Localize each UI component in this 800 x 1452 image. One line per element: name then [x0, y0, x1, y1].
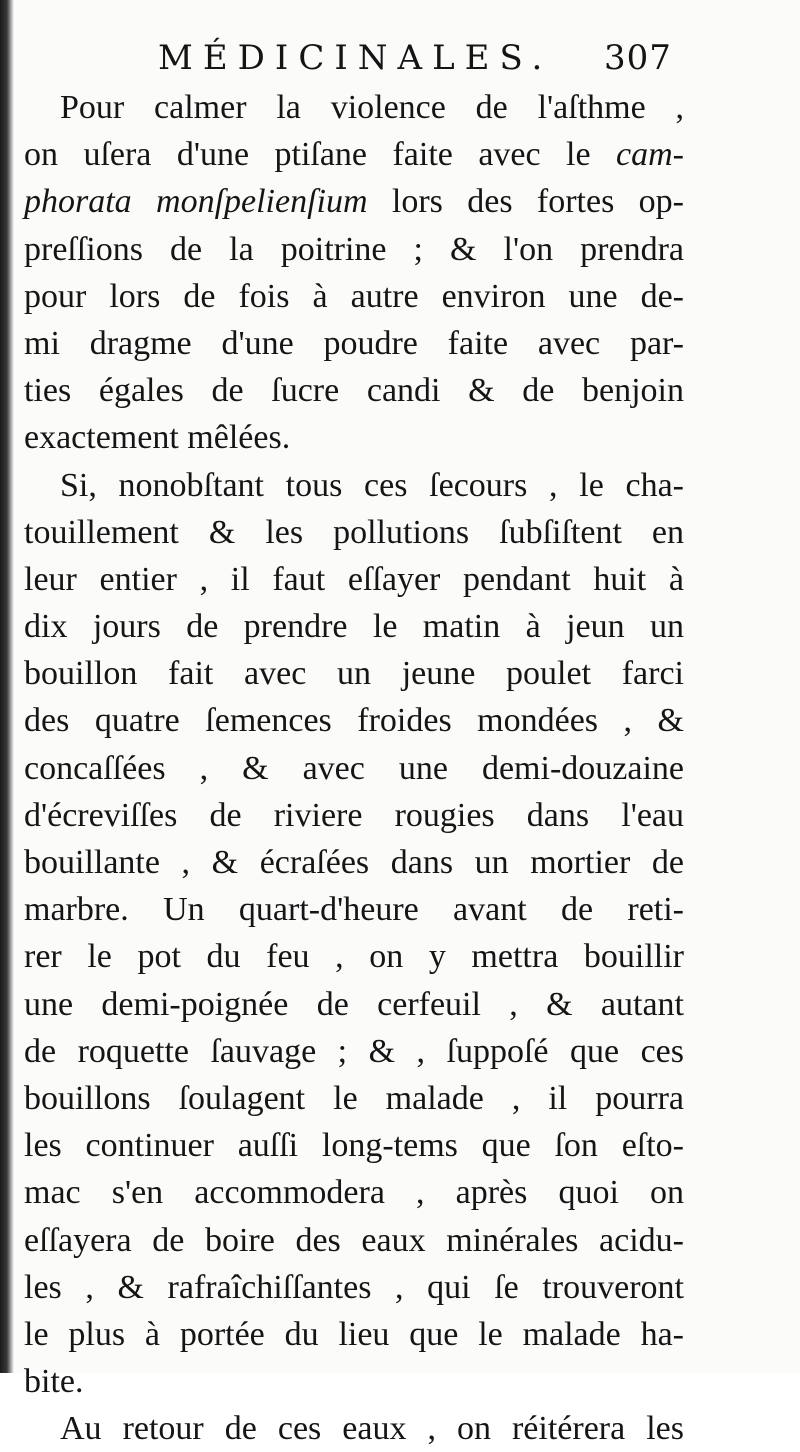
- text-line: eſſayera de boire des eaux minérales acidu-: [24, 1221, 684, 1259]
- text-line: marbre. Un quart-d'heure avant de reti-: [24, 891, 684, 929]
- text-line: ties égales de ſucre candi & de benjoin: [24, 372, 684, 410]
- running-head: MÉDICINALES.: [158, 38, 553, 78]
- text-line: Pour calmer la violence de l'aſthme ,: [60, 89, 684, 126]
- page-number: 307: [604, 38, 672, 78]
- text-line: bite.: [24, 1363, 84, 1401]
- italic-term: cam-: [616, 136, 684, 174]
- text-line: les , & rafraîchiſſantes , qui ſe trouveront: [24, 1268, 684, 1306]
- text-line: une demi-poignée de cerfeuil , & autant: [24, 985, 684, 1023]
- text-line: d'écreviſſes de riviere rougies dans l'eau: [24, 796, 684, 834]
- text-line: Si, nonobſtant tous ces ſecours , le cha-: [60, 466, 684, 504]
- text-line: des quatre ſemences froides mondées , &: [24, 702, 684, 740]
- text-line: bouillante , & écraſées dans un mortier de: [24, 844, 684, 881]
- text-line: preſſions de la poitrine ; & l'on prendra: [24, 230, 684, 268]
- line-segment: on uſera d'une ptiſane faite avec le: [24, 136, 617, 174]
- text-line: leur entier , il faut eſſayer pendant huit à: [24, 560, 684, 598]
- page-text: [24, 84, 684, 1452]
- text-line: bouillons ſoulagent le malade , il pourra: [24, 1079, 684, 1117]
- text-line: exactement mêlées.: [24, 419, 291, 457]
- text-line: [24, 131, 684, 178]
- text-line: le plus à portée du lieu que le malade ha-: [24, 1315, 684, 1353]
- text-line: mac s'en accommodera , après quoi on: [24, 1174, 684, 1212]
- line-segment: lors des fortes op-: [367, 183, 684, 221]
- text-line: Au retour de ces eaux , on réitérera les: [60, 1410, 684, 1448]
- text-line: les continuer auſſi long-tems que ſon eſto-: [24, 1127, 684, 1165]
- text-line: bouillon fait avec un jeune poulet farci: [24, 655, 684, 693]
- italic-term: phorata monſpelienſium: [24, 183, 368, 221]
- text-line: pour lors de fois à autre environ une de-: [24, 277, 684, 315]
- text-line: rer le pot du feu , on y mettra bouillir: [24, 938, 684, 976]
- text-line: concaſſées , & avec une demi-douzaine: [24, 749, 684, 787]
- text-line: [24, 178, 684, 225]
- text-line: dix jours de prendre le matin à jeun un: [24, 608, 684, 646]
- text-line: mi dragme d'une poudre faite avec par-: [24, 324, 684, 362]
- text-line: touillement & les pollutions ſubſiſtent en: [24, 513, 684, 551]
- text-line: de roquette ſauvage ; & , ſuppoſé que ces: [24, 1032, 684, 1070]
